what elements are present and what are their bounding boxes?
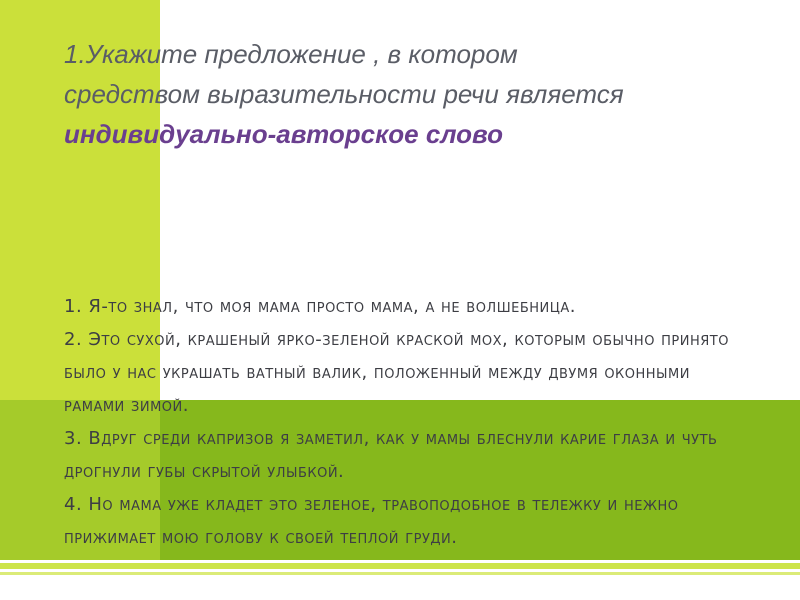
answer-option-2: 2. Это сухой, крашеный ярко-зеленой краской мох, которым обычно принято было у нас украшать ватный валик, положенный между двумя оконными рамами зимой.: [64, 329, 729, 416]
bottom-strip: [0, 563, 800, 569]
answer-option-3: 3. Вдруг среди капризов я заметил, как у мамы блеснули карие глаза и чуть дрогнули губы скрытой улыбкой.: [64, 428, 718, 482]
bottom-strip-thin: [0, 572, 800, 575]
answer-option-4: 4. Но мама уже кладет это зеленое, травоподобное в тележку и нежно прижимает мою голову к своей теплой груди.: [64, 494, 679, 548]
answer-option-1: 1. Я-то знал, что моя мама просто мама, а не волшебница.: [64, 296, 576, 317]
task-emphasis: индивидуально-авторское слово: [64, 119, 503, 149]
task-line-2: средством выразительности речи является: [64, 79, 624, 109]
answer-options: [64, 290, 754, 554]
task-heading: [64, 34, 754, 154]
task-line-1: 1.Укажите предложение , в котором: [64, 39, 518, 69]
